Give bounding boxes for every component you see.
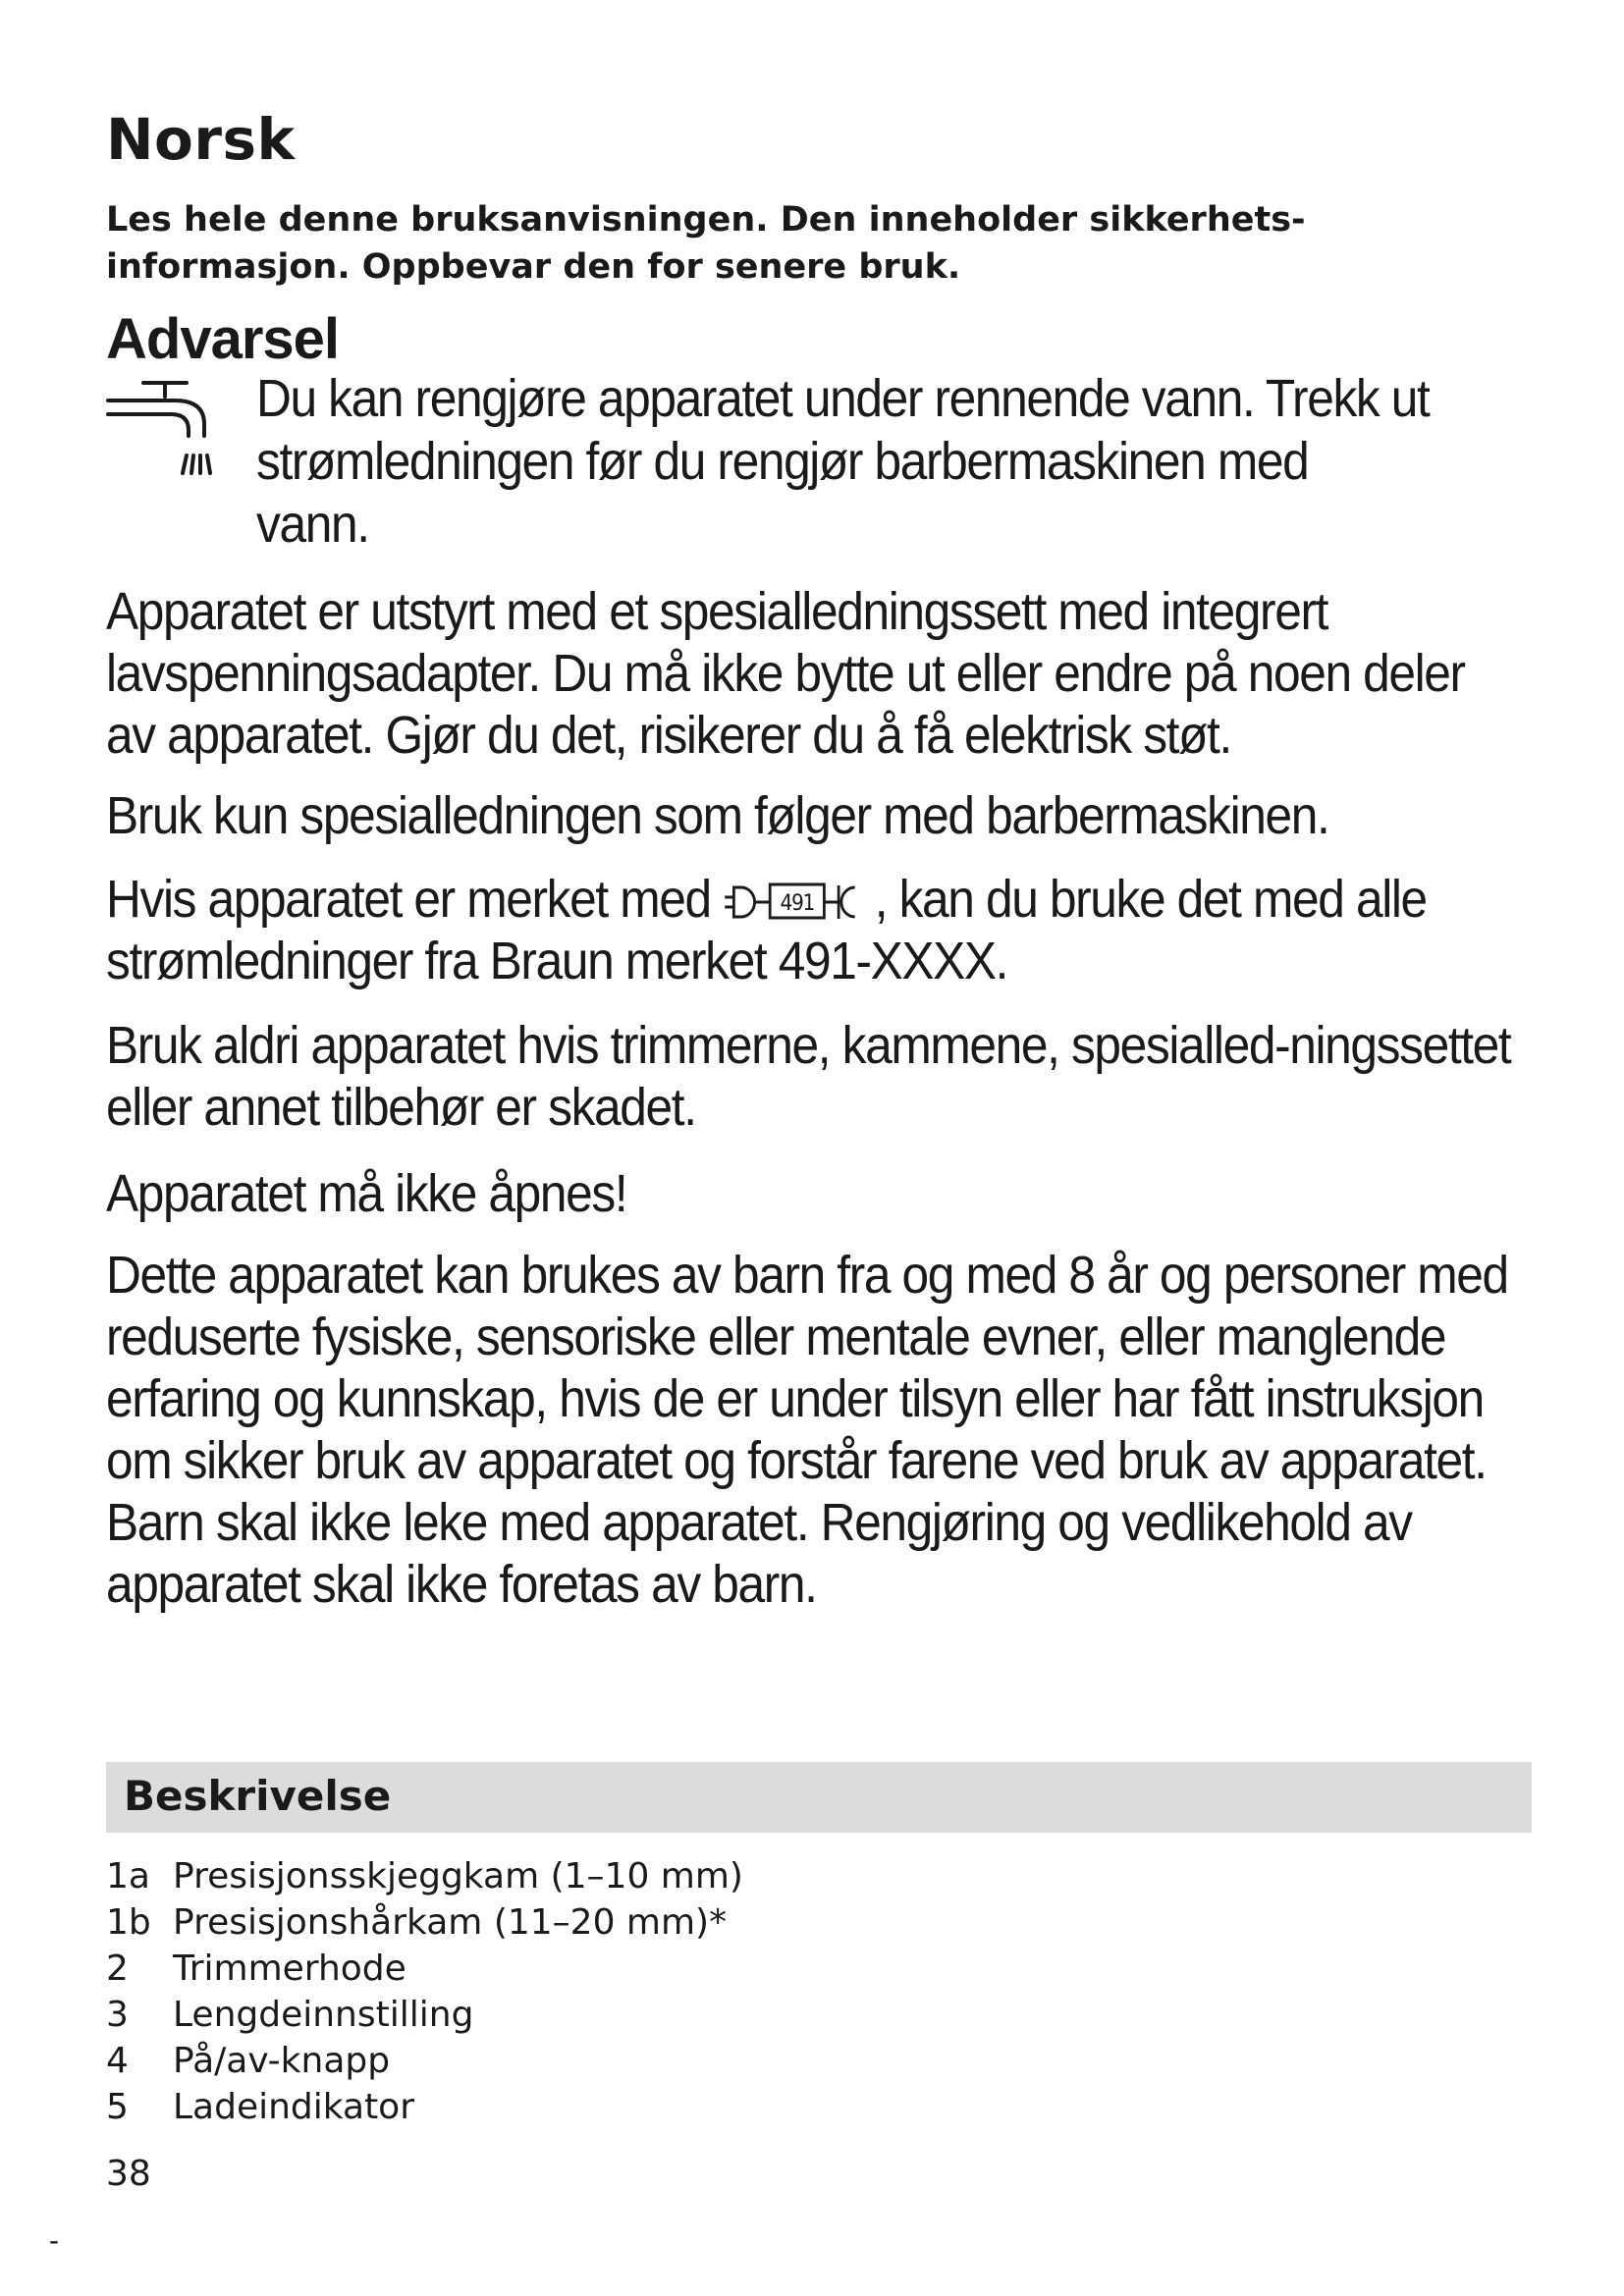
page-number: 38 <box>106 2154 151 2194</box>
list-item-label: På/av-knapp <box>173 2041 391 2081</box>
warning-heading: Advarsel <box>106 307 340 371</box>
list-item <box>106 1992 743 2038</box>
list-item-number: 1a <box>106 1856 150 1896</box>
paragraph-open: Apparatet må ikke åpnes! <box>106 1164 627 1223</box>
section-header-bar <box>106 1762 1532 1833</box>
margin-mark: - <box>49 2224 59 2257</box>
cord-icon-label: 491 <box>780 889 814 916</box>
list-item-label: Presisjonsskjeggkam (1–10 mm) <box>173 1856 743 1896</box>
list-item-label: Lengdeinnstilling <box>173 1995 474 2035</box>
list-item-number: 5 <box>106 2087 129 2127</box>
faucet-icon <box>106 375 224 493</box>
list-item <box>106 1899 743 1946</box>
list-item <box>106 1853 743 1899</box>
page-title: Norsk <box>106 106 296 173</box>
paragraph-adapter: Apparatet er utstyrt med et spesialledningssett med integrert lavspenningsadapter. Du må ikke bytte ut eller endre på noen deler av apparatet. Gjør du det, risikerer du å få elektrisk støt. <box>106 582 1465 765</box>
paragraph-cord: Bruk kun spesialledningen som følger med barbermaskinen. <box>106 786 1329 845</box>
description-list <box>106 1853 743 2130</box>
paragraph-children: Dette apparatet kan brukes av barn fra og med 8 år og personer med reduserte fysiske, sensoriske eller mentale evner, eller manglende erfaring og kunnskap, hvis de er under tilsyn eller har fått instruksjon om sikker bruk av apparatet og forstår farene ved bruk av apparatet. Barn skal ikke leke med apparatet. Rengjøring og vedlikehold av apparatet skal ikke foretas av barn. <box>106 1246 1508 1614</box>
list-item-label: Trimmerhode <box>173 1949 406 1989</box>
list-item-number: 2 <box>106 1949 129 1989</box>
list-item-label: Ladeindikator <box>173 2087 415 2127</box>
intro-text: Les hele denne bruksanvisningen. Den inneholder sikkerhets-informasjon. Oppbevar den for senere bruk. <box>106 200 1306 287</box>
list-item-number: 4 <box>106 2041 129 2081</box>
section-title: Beskrivelse <box>124 1772 392 1820</box>
braun-cord-491-icon <box>723 880 875 923</box>
list-item-number: 3 <box>106 1995 129 2035</box>
list-item <box>106 1946 743 1992</box>
paragraph-marking <box>106 869 1524 992</box>
list-item <box>106 2038 743 2084</box>
marking-text-after: , kan du bruke det med alle strømledninger fra Braun merket 491-XXXX. <box>106 870 1427 990</box>
list-item-number: 1b <box>106 1902 151 1943</box>
list-item <box>106 2084 743 2130</box>
paragraph-damage: Bruk aldri apparatet hvis trimmerne, kammene, spesialled-ningssettet eller annet tilbehør er skadet. <box>106 1016 1511 1137</box>
warning-text: Du kan rengjøre apparatet under rennende vann. Trekk ut strømledningen før du rengjør barbermaskinen med vann. <box>256 369 1430 554</box>
list-item-label: Presisjonshårkam (11–20 mm)* <box>173 1902 728 1943</box>
marking-text-before: Hvis apparatet er merket med <box>106 870 711 929</box>
